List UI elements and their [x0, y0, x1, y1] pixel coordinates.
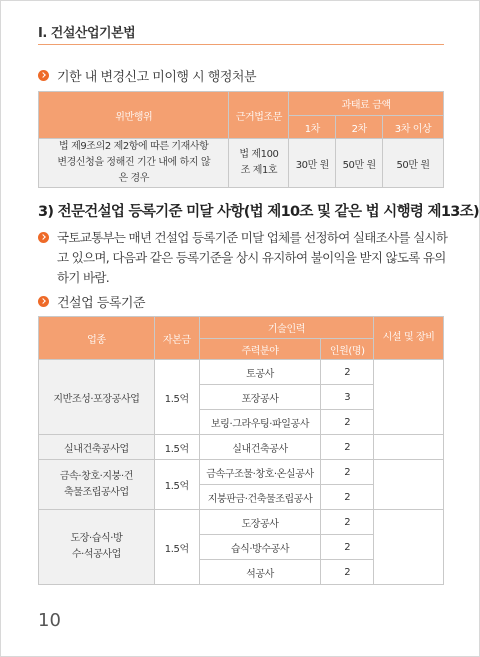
- paragraph-text: 국토교통부는 매년 건설업 등록기준 미달 업체를 선정하여 실태조사를 실시하고 있으며, 다음과 같은 등록기준을 상시 유지하여 불이익을 받지 않도록 유의하기 바람.: [57, 230, 448, 285]
- count-cell: 3: [321, 385, 374, 410]
- penalty-heading-text: 기한 내 변경신고 미이행 시 행정처분: [57, 70, 257, 85]
- type-cell: 실내건축공사업: [39, 435, 155, 460]
- col-capital-header: 자본금: [154, 317, 199, 360]
- field-cell: 실내건축공사: [199, 435, 321, 460]
- standards-heading: [38, 292, 145, 311]
- col-fine-header: 과태료 금액: [289, 92, 444, 116]
- type-cell: 도장·습식·방수·석공사업: [39, 510, 155, 585]
- table-row: [39, 435, 444, 460]
- col-third-header: 3차 이상: [383, 116, 444, 139]
- violation-cell: 법 제9조의2 제2항에 따른 기재사항 변경신청을 정해진 기간 내에 하지 않은 경우: [39, 139, 229, 188]
- table-row: [39, 460, 444, 485]
- col-first-header: 1차: [289, 116, 336, 139]
- chapter-title: Ⅰ. 건설산업기본법: [38, 26, 136, 41]
- chevron-bullet-icon: [38, 70, 49, 81]
- table-row: [39, 360, 444, 385]
- second-fine-cell: 50만 원: [336, 139, 383, 188]
- first-fine-cell: 30만 원: [289, 139, 336, 188]
- chevron-bullet-icon: [38, 296, 49, 307]
- field-cell: 보링·그라우팅·파일공사: [199, 410, 321, 435]
- count-cell: 2: [321, 410, 374, 435]
- capital-cell: 1.5억: [154, 510, 199, 585]
- field-cell: 토공사: [199, 360, 321, 385]
- chevron-bullet-icon: [38, 232, 49, 243]
- count-cell: 2: [321, 510, 374, 535]
- field-cell: 포장공사: [199, 385, 321, 410]
- field-cell: 지붕판금·건축물조립공사: [199, 485, 321, 510]
- type-cell: 지반조성·포장공사업: [39, 360, 155, 435]
- section-paragraph: [38, 228, 448, 288]
- col-field-header: 주력분야: [199, 339, 321, 360]
- count-cell: 2: [321, 485, 374, 510]
- section-title: 3) 전문건설업 등록기준 미달 사항(법 제10조 및 같은 법 시행령 제13조): [38, 204, 479, 220]
- count-cell: 2: [321, 460, 374, 485]
- col-violation-header: 위반행위: [39, 92, 229, 139]
- facility-cell: [374, 510, 444, 585]
- count-cell: 2: [321, 360, 374, 385]
- count-cell: 2: [321, 435, 374, 460]
- count-cell: 2: [321, 560, 374, 585]
- field-cell: 도장공사: [199, 510, 321, 535]
- facility-cell: [374, 460, 444, 510]
- col-second-header: 2차: [336, 116, 383, 139]
- facility-cell: [374, 435, 444, 460]
- standards-heading-text: 건설업 등록기준: [57, 296, 146, 311]
- page-number: 10: [38, 610, 61, 631]
- col-type-header: 업종: [39, 317, 155, 360]
- col-tech-header: 기술인력: [199, 317, 373, 339]
- penalty-heading: [38, 66, 256, 85]
- law-cell: 법 제100조 제1호: [229, 139, 289, 188]
- field-cell: 습식·방수공사: [199, 535, 321, 560]
- col-facility-header: 시설 및 장비: [374, 317, 444, 360]
- standards-table: [38, 316, 444, 585]
- capital-cell: 1.5억: [154, 435, 199, 460]
- field-cell: 석공사: [199, 560, 321, 585]
- count-cell: 2: [321, 535, 374, 560]
- third-fine-cell: 50만 원: [383, 139, 444, 188]
- chapter-divider: [38, 44, 444, 45]
- field-cell: 금속구조물·창호·온실공사: [199, 460, 321, 485]
- table-row: [39, 510, 444, 535]
- penalty-table: [38, 91, 444, 188]
- col-law-header: 근거법조문: [229, 92, 289, 139]
- capital-cell: 1.5억: [154, 360, 199, 435]
- col-count-header: 인원(명): [321, 339, 374, 360]
- capital-cell: 1.5억: [154, 460, 199, 510]
- type-cell: 금속·창호·지붕·건축물조립공사업: [39, 460, 155, 510]
- facility-cell: [374, 360, 444, 435]
